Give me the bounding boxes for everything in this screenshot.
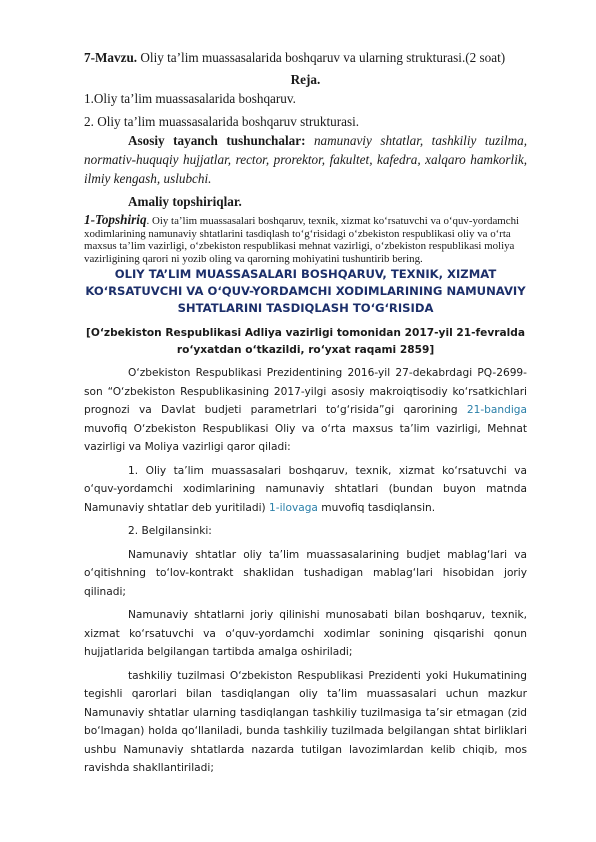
key-terms [84,131,527,188]
plan-item-1: 1.Oliy ta’lim muassasalarida boshqaruv. [84,91,296,106]
topic-title [84,48,527,67]
tasks-heading: Amaliy topshiriqlar. [128,194,242,209]
topic-text: Oliy ta’lim muassasalarida boshqaruv va ularning strukturasi.(2 soat) [137,50,506,65]
plan-heading: Reja. [290,72,321,87]
paragraph-clause-2: 2. Belgilansinki: [128,525,212,538]
paragraph-budget: Namunaviy shtatlar oliy ta’lim muassasalarining budjet mablag‘lari va o‘qitishning to‘lov-kontrakt shaklidan tushadigan mablag‘lari hisobidan joriy qilinadi; [84,548,527,598]
task-1 [84,214,527,265]
key-terms-list-b: , xalqaro hamkorlik, ilmiy kengash, uslubchi. [84,152,528,186]
paragraph-clause-1: 1. Oliy ta’lim muassasalari boshqaruv, texnik, xizmat ko‘rsatuvchi va o‘quv-yordamchi xodimlarining namunaviy shtatlari (bundan buyon matnda Namunaviy shtatlar deb yuritiladi) 1-ilovaga muvofiq tasdiqlansin. [84,464,527,514]
key-terms-label: Asosiy tayanch tushunchalar: [128,133,306,148]
term-sep: , [369,152,378,167]
link-21-band[interactable]: 21-bandiga [466,404,527,417]
decree-title: OLIY TA’LIM MUASSASALARI BOSHQARUV, TEXNIK, XIZMAT KO‘RSATUVCHI VA O‘QUV-YORDAMCHI XODIMLARINING NAMUNAVIY SHTATLARINI TASDIQLASH TO‘G‘RISIDA [85,267,526,316]
task-1-label: 1-Topshiriq [84,212,147,227]
topic-number: 7-Mavzu. [84,50,138,65]
paragraph-reduction: Namunaviy shtatlarni joriy qilinishi munosabati bilan boshqaruv, texnik, xizmat ko‘rsatuvchi va o‘quv-yordamchi xodimlar sonining qisqarishi qonun hujjatlarida belgilangan tartibda amalga oshiriladi; [84,609,527,659]
key-terms-list-a: namunaviy shtatlar, tashkiliy tuzilma, normativ-huquqiy hujjatlar, rector, prorektor, [84,133,527,167]
document-page [84,48,527,778]
paragraph-preamble: O‘zbekiston Respublikasi Prezidentining 2016-yil 27-dekabrdagi PQ-2699-son “O‘zbekiston Respublikasining 2017-yilgi asosiy makroiqtisodiy ko‘rsatkichlari prognozi va Davlat budjeti parametrlari to‘g‘risida”gi qarorining 21-bandiga muvofiq O‘zbekiston Respublikasi Oliy va o‘rta maxsus ta’lim vazirligi, Mehnat vazirligi va Moliya vazirligi qaror qiladi: [84,367,527,454]
term-kafedra: kafedra [377,152,418,167]
plan-item-2: 2. Oliy ta’lim muassasalarida boshqaruv strukturasi. [84,114,360,129]
task-1-text: . Oiy ta’lim muassasalari boshqaruv, texnik, xizmat ko‘rsatuvchi va o‘quv-yordamchi xodimlarining namunaviy shtatlarini tasdiqlash to‘g‘risidagi o‘zbekiston respublikasi oliy va o‘rta maxsus ta’lim vazirligi, o‘zbekiston respublikasi mehnat vazirligi, o‘zbekiston respublikasi moliya vazirligining qarori ni yozib oling va qarorning mohiyatini tushuntirib bering. [84,215,520,265]
term-fakultet: fakultet [329,152,370,167]
decree-subtitle: [O‘zbekiston Respublikasi Adliya vazirligi tomonidan 2017-yil 21-fevralda ro‘yxatdan o‘tkazildi, ro‘yxat raqami 2859] [86,327,525,357]
paragraph-structure: tashkiliy tuzilmasi O‘zbekiston Respublikasi Prezidenti yoki Hukumatining tegishli qarorlari bilan tasdiqlangan oliy ta’lim muassasalari uchun mazkur Namunaviy shtatlar ularning tasdiqlangan tashkiliy tuzilmasiga ta’sir etmagan (zid bo‘lmagan) holda qo‘llaniladi, bunda tashkiliy tuzilmada belgilangan shtat birliklari ushbu Namunaviy shtatlarda nazarda tutilgan lavozimlardan kelib chiqib, mos ravishda shakllantiriladi; [84,669,527,775]
link-appendix-1[interactable]: 1-ilovaga [269,501,318,514]
